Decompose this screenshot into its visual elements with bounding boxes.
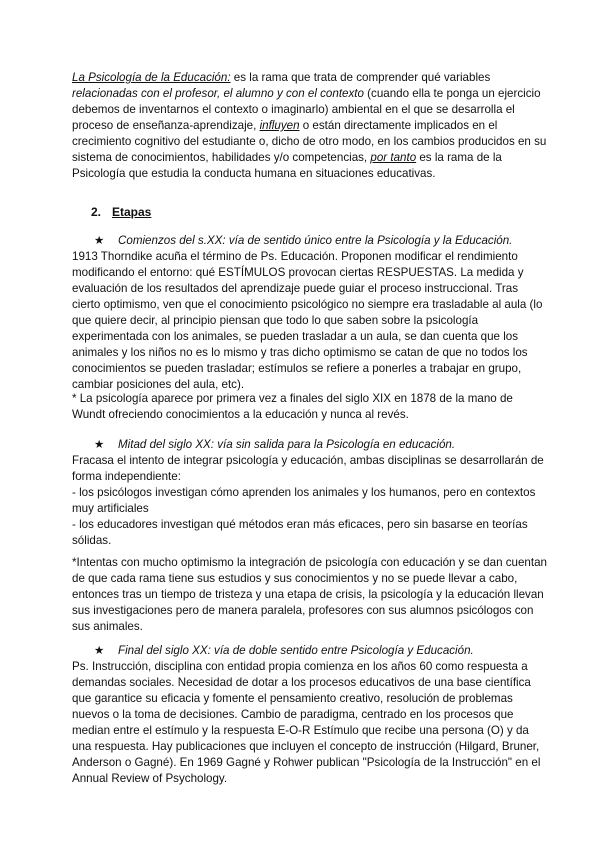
text-line: sólidas. <box>72 534 112 547</box>
text-line: Annual Review of Psychology. <box>72 772 228 785</box>
defined-term: La Psicología de la Educación: <box>72 71 231 84</box>
text-line: sus investigaciones pero de manera paralela, profesores con sus alumnos psicólogos con <box>72 604 534 617</box>
text-line: que garantice su eficacia y fomente el pensamiento creativo, resolución de problemas <box>72 692 513 705</box>
stage-title: Final del siglo XX: vía de doble sentido entre Psicología y Educación. <box>118 644 474 657</box>
text-line: 1913 Thorndike acuña el término de Ps. Educación. Proponen modificar el rendimiento <box>72 250 518 263</box>
text-line: median entre el estímulo y la respuesta E-O-R Estímulo que recibe una persona (O) y da <box>72 724 529 737</box>
intro-paragraph: La Psicología de la Educación: es la rama que trata de comprender qué variables relacionadas con el profesor, el alumno y con el contexto (cuando ella te ponga un ejercicio debemos de inventarnos el contexto o imaginarlo) ambiental en el que se desarrolla el proceso de enseñanza-aprendizaje, influyen o están directamente implicados en el crecimiento cognitivo del estudiante o, dicho de otro modo, en los cambios producidos en su sistema de conocimientos, habilidades y/o competencias, por tanto es la rama de la Psicología que estudia la conducta humana en situaciones educativas. <box>72 71 547 180</box>
text-line: demandas sociales. Necesidad de dotar a los procesos educativos de una base científica <box>72 676 531 689</box>
stage-paragraph <box>72 453 542 549</box>
text-line: que quiere decir, al principio piensan que todo lo que saben sobre la psicología <box>72 314 479 327</box>
text-line: animales y los niños no es lo mismo y tras dicho optimismo se catan de que no todos los <box>72 346 528 359</box>
text-line: Anderson o Gagné). En 1969 Gagné y Rohwer publican "Psicología de la Instrucción" en el <box>72 756 541 769</box>
star-bullet-icon: ★ <box>94 644 105 657</box>
text-line: Wundt ofreciendo conocimientos a la educación y nunca al revés. <box>72 408 409 421</box>
stage-title: Comienzos del s.XX: vía de sentido único entre la Psicología y la Educación. <box>118 234 513 247</box>
stage-heading <box>94 437 455 453</box>
text-line: - los psicólogos investigan cómo aprenden los animales y los humanos, pero en contextos <box>72 486 536 499</box>
star-bullet-icon: ★ <box>94 438 105 451</box>
text-line: forma independiente: <box>72 470 181 483</box>
text-line: cambiar posiciones del aula, etc). <box>72 378 245 391</box>
text-line: evaluación de los resultados del aprendizaje puede guiar el proceso instruccional. Tras <box>72 282 518 295</box>
text-line: * La psicología aparece por primera vez a finales del siglo XIX en 1878 de la mano de <box>72 392 513 405</box>
text-line: - los educadores investigan qué métodos eran más eficaces, pero sin basarse en teorías <box>72 518 528 531</box>
text-line: conocimientos se pueden trasladar; estímulos se refiere a ponerles a trabajar en grupo, <box>72 362 522 375</box>
text-line: nuevos o la toma de decisiones. Cambio de paradigma, centrado en los procesos que <box>72 708 514 721</box>
text-line: Ps. Instrucción, disciplina con entidad propia comienza en los años 60 como respuesta a <box>72 660 528 673</box>
text-line: entonces tras un tiempo de tristeza y una etapa de crisis, la psicología y la educación llevan <box>72 588 544 601</box>
section-heading: 2. Etapas <box>91 205 152 219</box>
text-line: de que cada rama tiene sus estudios y sus conocimientos y no se puede llevar a cabo, <box>72 572 518 585</box>
text-line: cierto optimismo, ven que el conocimiento psicológico no siempre era trasladable al aula (lo <box>72 298 543 311</box>
stage-heading <box>94 233 512 249</box>
stage-note <box>72 391 542 423</box>
text-line: *Intentas con mucho optimismo la integración de psicología con educación y se dan cuentan <box>72 556 547 569</box>
stage-title: Mitad del siglo XX: vía sin salida para la Psicología en educación. <box>118 438 456 451</box>
text-line: modificando el entorno: qué ESTÍMULOS provocan ciertas RESPUESTAS. La medida y <box>72 266 524 279</box>
stage-note <box>72 555 547 635</box>
text-line: una respuesta. Hay publicaciones que incluyen el concepto de instrucción (Hilgard, Bruner, <box>72 740 540 753</box>
stage-heading <box>94 643 474 659</box>
stage-paragraph <box>72 249 542 393</box>
stage-paragraph <box>72 659 542 787</box>
text-line: Fracasa el intento de integrar psicología y educación, ambas disciplinas se desarrollarán de <box>72 454 544 467</box>
star-bullet-icon: ★ <box>94 234 105 247</box>
text-line: experimentada con los animales, se pueden trasladar a un aula, se dan cuenta que los <box>72 330 519 343</box>
text-line: sus animales. <box>72 620 143 633</box>
text-line: muy artificiales <box>72 502 149 515</box>
